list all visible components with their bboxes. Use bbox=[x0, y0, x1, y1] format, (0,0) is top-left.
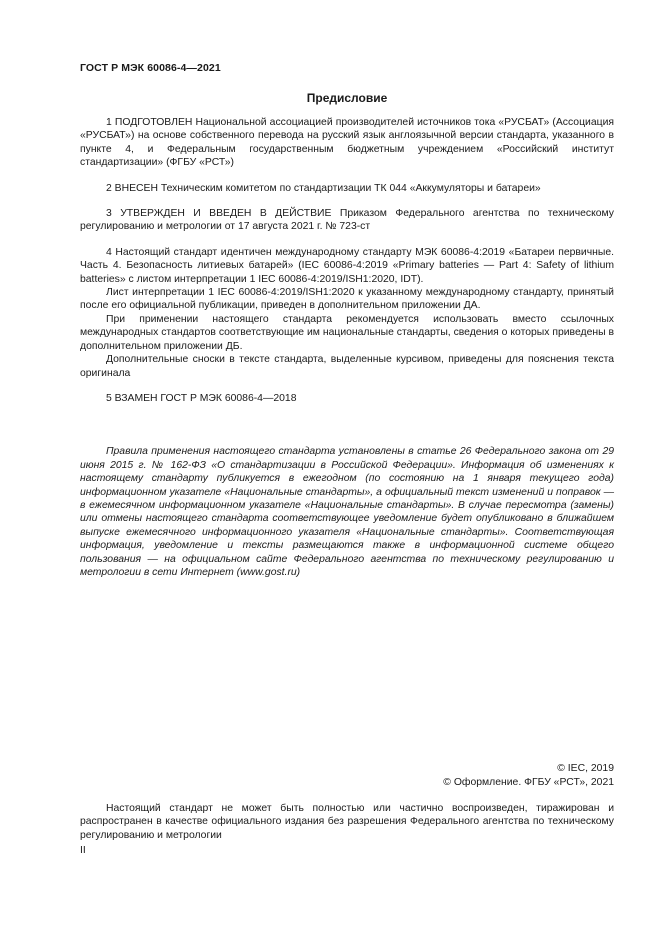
paragraph-referenced-standards: При применении настоящего стандарта рекомендуется использовать вместо ссылочных международных стандартов соответствующие им национальные стандарты, сведения о которых приведены в дополнительном приложении ДБ. bbox=[80, 313, 614, 352]
reproduction-notice bbox=[80, 802, 614, 842]
page-title: Предисловие bbox=[306, 91, 388, 105]
document-code-header: ГОСТ Р МЭК 60086-4—2021 bbox=[80, 62, 221, 74]
page-number: II bbox=[80, 845, 86, 856]
paragraph-footnotes: Дополнительные сноски в тексте стандарта, выделенные курсивом, приведены для пояснения текста оригинала bbox=[80, 354, 614, 379]
notice-text: Правила применения настоящего стандарта установлены в статье 26 Федерального закона от 29 июня 2015 г. № 162-ФЗ «О стандартизации в Российской Федерации». Информация об изменениях к настоящему стандарту публикуется в ежегодном (по состоянию на 1 января текущего года) информационном указателе «Национальные стандарты», а официальный текст изменений и поправок — в ежемесячном информационном указателе «Национальные стандарты». В случае пересмотра (замены) или отмены настоящего стандарта соответствующее уведомление будет опубликовано в ближайшем выпуске ежемесячного информационного указателя «Национальные стандарты». Соответствующая информация, уведомление и тексты размещаются также в информационной системе общего пользования — на официальном сайте Федерального агентства по техническому регулированию и метрологии в сети Интернет (www.gost.ru) bbox=[80, 446, 614, 578]
paragraph-interpretation-sheet: Лист интерпретации 1 IEC 60086-4:2019/ISH1:2020 к указанному международному стандарту, принятый после его официальной публикации, приведен в дополнительном приложении ДА. bbox=[80, 287, 614, 312]
reproduction-notice-text: Настоящий стандарт не может быть полностью или частично воспроизведен, тиражирован и распространен в качестве официального издания без разрешения Федерального агентства по техническому регулированию и метрологии bbox=[80, 803, 614, 841]
application-rules-notice bbox=[80, 445, 614, 579]
foreword-body bbox=[80, 116, 614, 579]
paragraph-identical-standard: 4 Настоящий стандарт идентичен международному стандарту МЭК 60086-4:2019 «Батареи первичные. Часть 4. Безопасность литиевых батарей» (IEC 60086-4:2019 «Primary batteries — Part 4: Safety of lithium batteries» с листом интерпретации 1 IEC 60086-4:2019/ISH1:2020, IDT). bbox=[80, 246, 614, 285]
paragraph-approved: 3 УТВЕРЖДЕН И ВВЕДЕН В ДЕЙСТВИЕ Приказом Федерального агентства по техническому регулированию и метрологии от 17 августа 2021 г. № 723-ст bbox=[80, 208, 614, 233]
paragraph-prepared-by: 1 ПОДГОТОВЛЕН Национальной ассоциацией производителей источников тока «РУСБАТ» (Ассоциация «РУСБАТ») на основе собственного перевода на русский язык англоязычной версии стандарта, указанного в пункте 4, и Федеральным государственным бюджетным учреждением «Российский институт стандартизации» (ФГБУ «РСТ») bbox=[80, 117, 614, 169]
copyright-iec: © IEC, 2019 bbox=[557, 763, 614, 774]
paragraph-submitted-by: 2 ВНЕСЕН Техническим комитетом по стандартизации ТК 044 «Аккумуляторы и батареи» bbox=[106, 182, 541, 194]
copyright-block bbox=[80, 762, 614, 790]
copyright-design: © Оформление. ФГБУ «РСТ», 2021 bbox=[443, 777, 614, 788]
paragraph-replaces: 5 ВЗАМЕН ГОСТ Р МЭК 60086-4—2018 bbox=[106, 392, 297, 404]
